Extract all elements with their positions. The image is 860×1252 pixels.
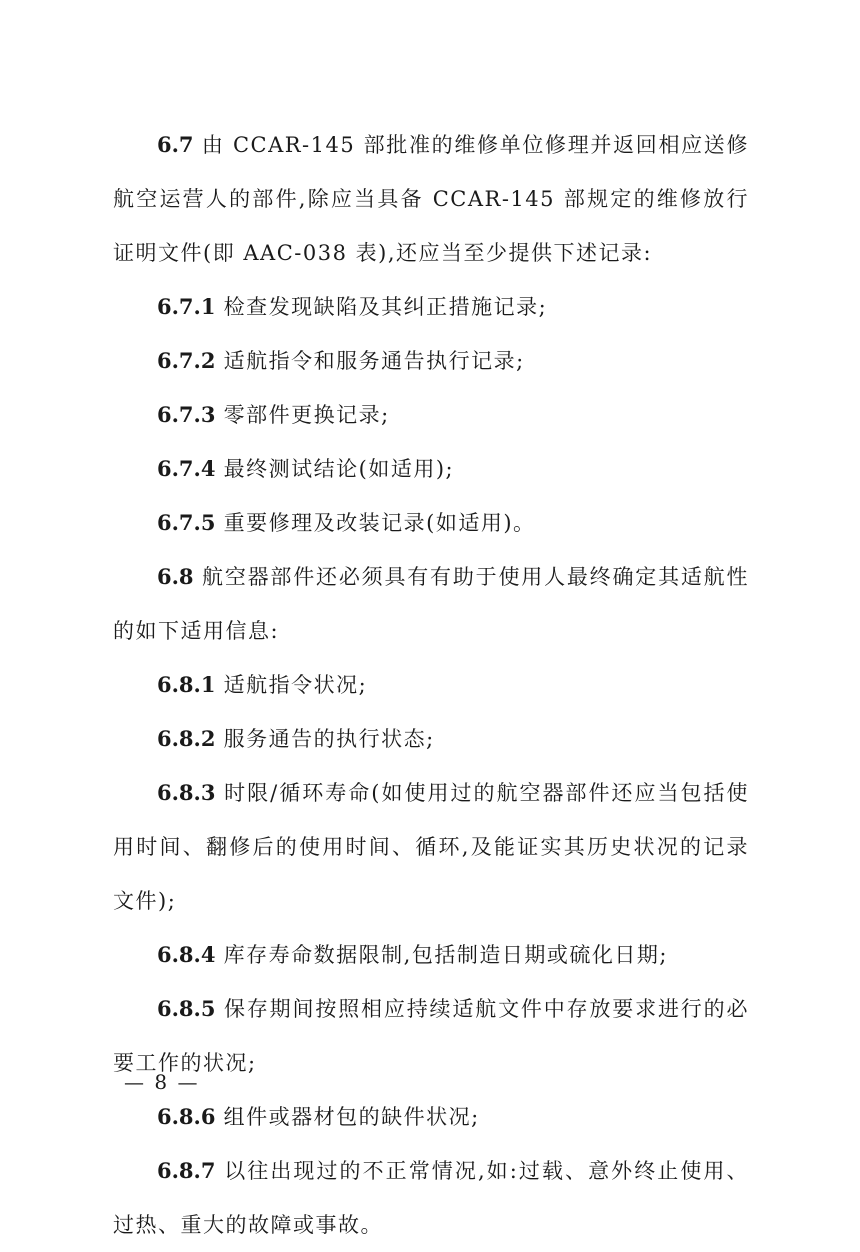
section-number: 6.7.5 — [157, 510, 216, 535]
paragraph-6-7-1 — [113, 280, 749, 334]
section-number: 6.8.2 — [157, 726, 216, 751]
section-number: 6.7 — [157, 132, 194, 157]
paragraph-6-8-2 — [113, 712, 749, 766]
paragraph-text: 检查发现缺陷及其纠正措施记录; — [215, 295, 548, 319]
section-number: 6.7.4 — [157, 456, 216, 481]
section-number: 6.8.3 — [157, 780, 216, 805]
paragraph-6-8-6 — [113, 1090, 749, 1144]
paragraph-text: 航空器部件还必须具有有助于使用人最终确定其适航性的如下适用信息: — [113, 565, 749, 643]
section-number: 6.8.4 — [157, 942, 216, 967]
paragraph-text: 最终测试结论(如适用); — [215, 457, 455, 481]
paragraph-text: 以往出现过的不正常情况,如:过载、意外终止使用、过热、重大的故障或事故。 — [113, 1159, 749, 1237]
section-number: 6.8.6 — [157, 1104, 216, 1129]
paragraph-6-7 — [113, 118, 749, 280]
section-number: 6.8.7 — [157, 1158, 216, 1183]
paragraph-6-7-5 — [113, 496, 749, 550]
paragraph-text: 组件或器材包的缺件状况; — [215, 1105, 480, 1129]
paragraph-text: 服务通告的执行状态; — [215, 727, 435, 751]
paragraph-6-8 — [113, 550, 749, 658]
paragraph-text: 适航指令和服务通告执行记录; — [215, 349, 525, 373]
section-number: 6.8.1 — [157, 672, 216, 697]
section-number: 6.7.3 — [157, 402, 216, 427]
paragraph-text: 重要修理及改装记录(如适用)。 — [215, 511, 536, 535]
paragraph-6-8-5 — [113, 982, 749, 1090]
paragraph-text: 适航指令状况; — [215, 673, 368, 697]
document-body — [113, 118, 749, 1252]
paragraph-6-8-4 — [113, 928, 749, 982]
page-number: — 8 — — [124, 1070, 200, 1094]
paragraph-6-7-4 — [113, 442, 749, 496]
section-number: 6.7.1 — [157, 294, 216, 319]
section-number: 6.7.2 — [157, 348, 216, 373]
paragraph-6-8-3 — [113, 766, 749, 928]
paragraph-6-8-7 — [113, 1144, 749, 1252]
paragraph-text: 由 CCAR-145 部批准的维修单位修理并返回相应送修航空运营人的部件,除应当具备 CCAR-145 部规定的维修放行证明文件(即 AAC-038 表),还应当至少提供下述记录: — [113, 133, 749, 265]
section-number: 6.8.5 — [157, 996, 216, 1021]
paragraph-text: 保存期间按照相应持续适航文件中存放要求进行的必要工作的状况; — [113, 997, 749, 1075]
paragraph-6-7-3 — [113, 388, 749, 442]
paragraph-6-7-2 — [113, 334, 749, 388]
paragraph-text: 时限/循环寿命(如使用过的航空器部件还应当包括使用时间、翻修后的使用时间、循环,及能证实其历史状况的记录文件); — [113, 781, 749, 913]
paragraph-text: 库存寿命数据限制,包括制造日期或硫化日期; — [215, 943, 668, 967]
paragraph-6-8-1 — [113, 658, 749, 712]
paragraph-text: 零部件更换记录; — [215, 403, 390, 427]
section-number: 6.8 — [157, 564, 194, 589]
